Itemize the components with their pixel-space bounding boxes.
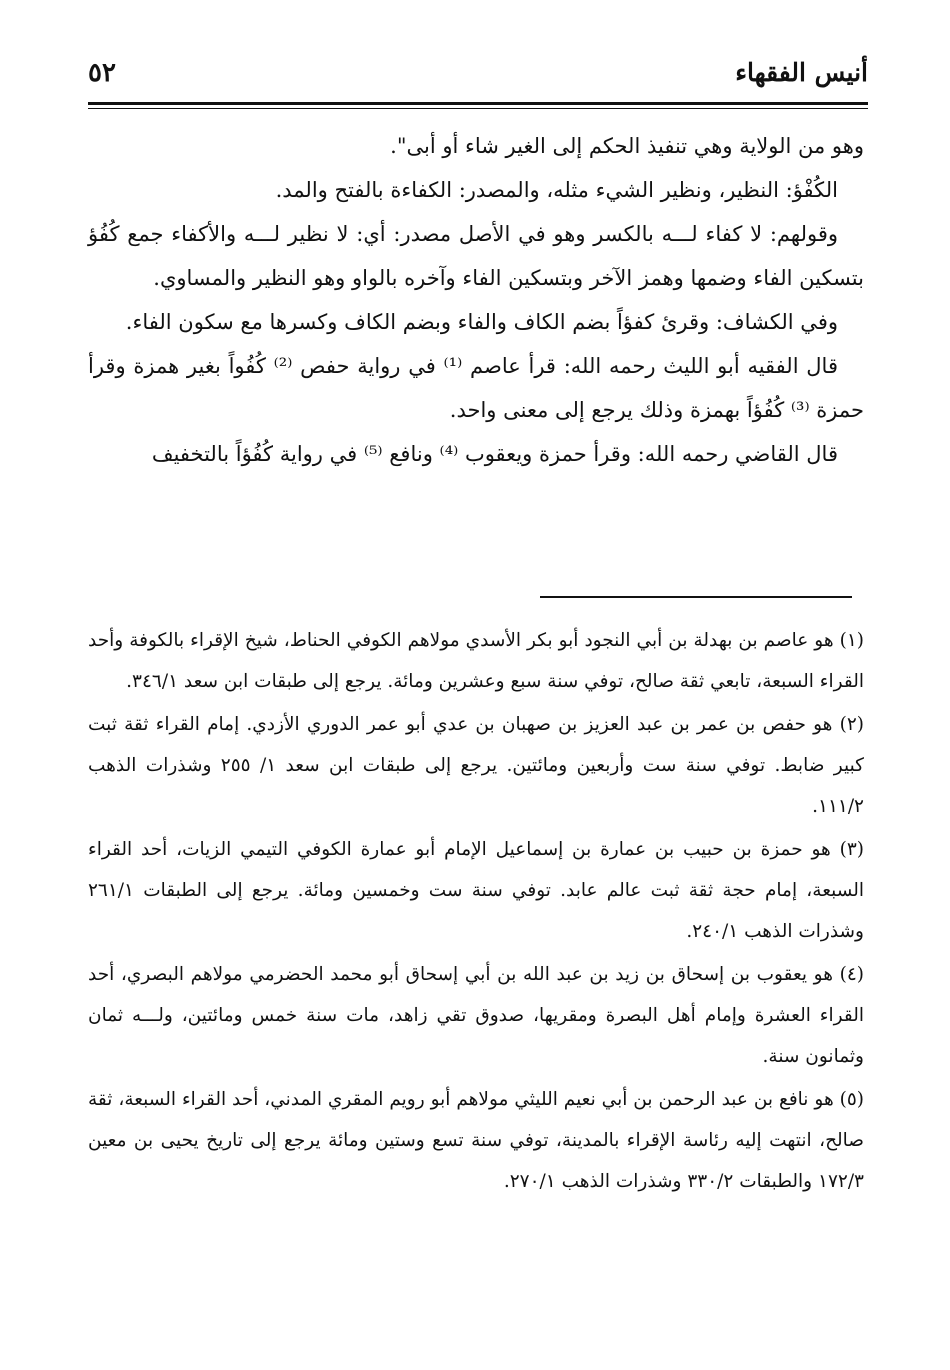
footnote: (٣) هو حمزة بن حبيب بن عمارة بن إسماعيل الإمام أبو عمارة الكوفي التيمي الزيات، أحد القراء السبعة، إمام حجة ثقة ثبت عالم عابد. توفي سنة ست وخمسين ومائة. يرجع إلى الطبقات ٢٦١/١ وشذرات الذهب ٢٤٠/١. xyxy=(88,839,864,942)
page-number: ٥٢ xyxy=(88,58,116,88)
paragraph: قال الفقيه أبو الليث رحمه الله: قرأ عاصم ⁽¹⁾ في رواية حفص ⁽²⁾ كُفُواً بغير همزة وقرأ حمزة ⁽³⁾ كُفُؤاً بهمزة وذلك يرجع إلى معنى واحد. xyxy=(88,354,864,422)
footnote: (٢) هو حفص بن عمر بن عبد العزيز بن صهبان بن عدي أبو عمر الدوري الأزدي. إمام القراء ثقة ثبت كبير ضابط. توفي سنة ست وأربعين ومائتين. يرجع إلى طبقات ابن سعد ١/ ٢٥٥ وشذرات الذهب ١١١/٢. xyxy=(88,714,864,817)
footnotes xyxy=(88,620,864,1204)
footnote: (١) هو عاصم بن بهدلة بن أبي النجود أبو بكر الأسدي مولاهم الكوفي الحناط، شيخ الإقراء بالكوفة وأحد القراء السبعة، تابعي ثقة صالح، توفي سنة سبع وعشرين ومائة. يرجع إلى طبقات ابن سعد ٣٤٦/١. xyxy=(88,630,864,692)
footnote: (٥) هو نافع بن عبد الرحمن بن أبي نعيم الليثي مولاهم أبو رويم المقري المدني، أحد القراء السبعة، ثقة صالح، انتهت إليه رئاسة الإقراء بالمدينة، توفي سنة تسع وستين ومائة يرجع إلى تاريخ يحيى بن معين ١٧٢/٣ والطبقات ٣٣٠/٢ وشذرات الذهب ٢٧٠/١. xyxy=(88,1089,864,1192)
footnote-separator xyxy=(540,596,852,598)
main-text xyxy=(88,124,864,476)
header-rule xyxy=(88,102,868,105)
footnote: (٤) هو يعقوب بن إسحاق بن زيد بن عبد الله بن أبي إسحاق أبو محمد الحضرمي مولاهم البصري، أحد القراء العشرة وإمام أهل البصرة ومقريها، صدوق تقي زاهد، مات سنة خمس ومائتين، ولـــه ثمان وثمانون سنة. xyxy=(88,964,864,1067)
paragraph: وفي الكشاف: وقرئ كفؤاً بضم الكاف والفاء وبضم الكاف وكسرها مع سكون الفاء. xyxy=(125,310,838,334)
paragraph: الكُفْؤ: النظير، ونظير الشيء مثله، والمصدر: الكفاءة بالفتح والمد. xyxy=(275,178,838,202)
paragraph: وهو من الولاية وهي تنفيذ الحكم إلى الغير شاء أو أبى". xyxy=(390,134,864,158)
running-title: أنيس الفقهاء xyxy=(735,58,868,87)
header-rule-thin xyxy=(88,108,868,109)
paragraph: قال القاضي رحمه الله: وقرأ حمزة ويعقوب ⁽⁴⁾ ونافع ⁽⁵⁾ في رواية كُفُؤاً بالتخفيف xyxy=(151,442,838,466)
paragraph: وقولهم: لا كفاء لـــه بالكسر وهو في الأصل مصدر: أي: لا نظير لـــه والأكفاء جمع كُفُؤ بتسكين الفاء وضمها وهمز الآخر وبتسكين الفاء وآخره بالواو وهو النظير والمساوي. xyxy=(88,222,864,290)
page-header xyxy=(88,56,868,100)
